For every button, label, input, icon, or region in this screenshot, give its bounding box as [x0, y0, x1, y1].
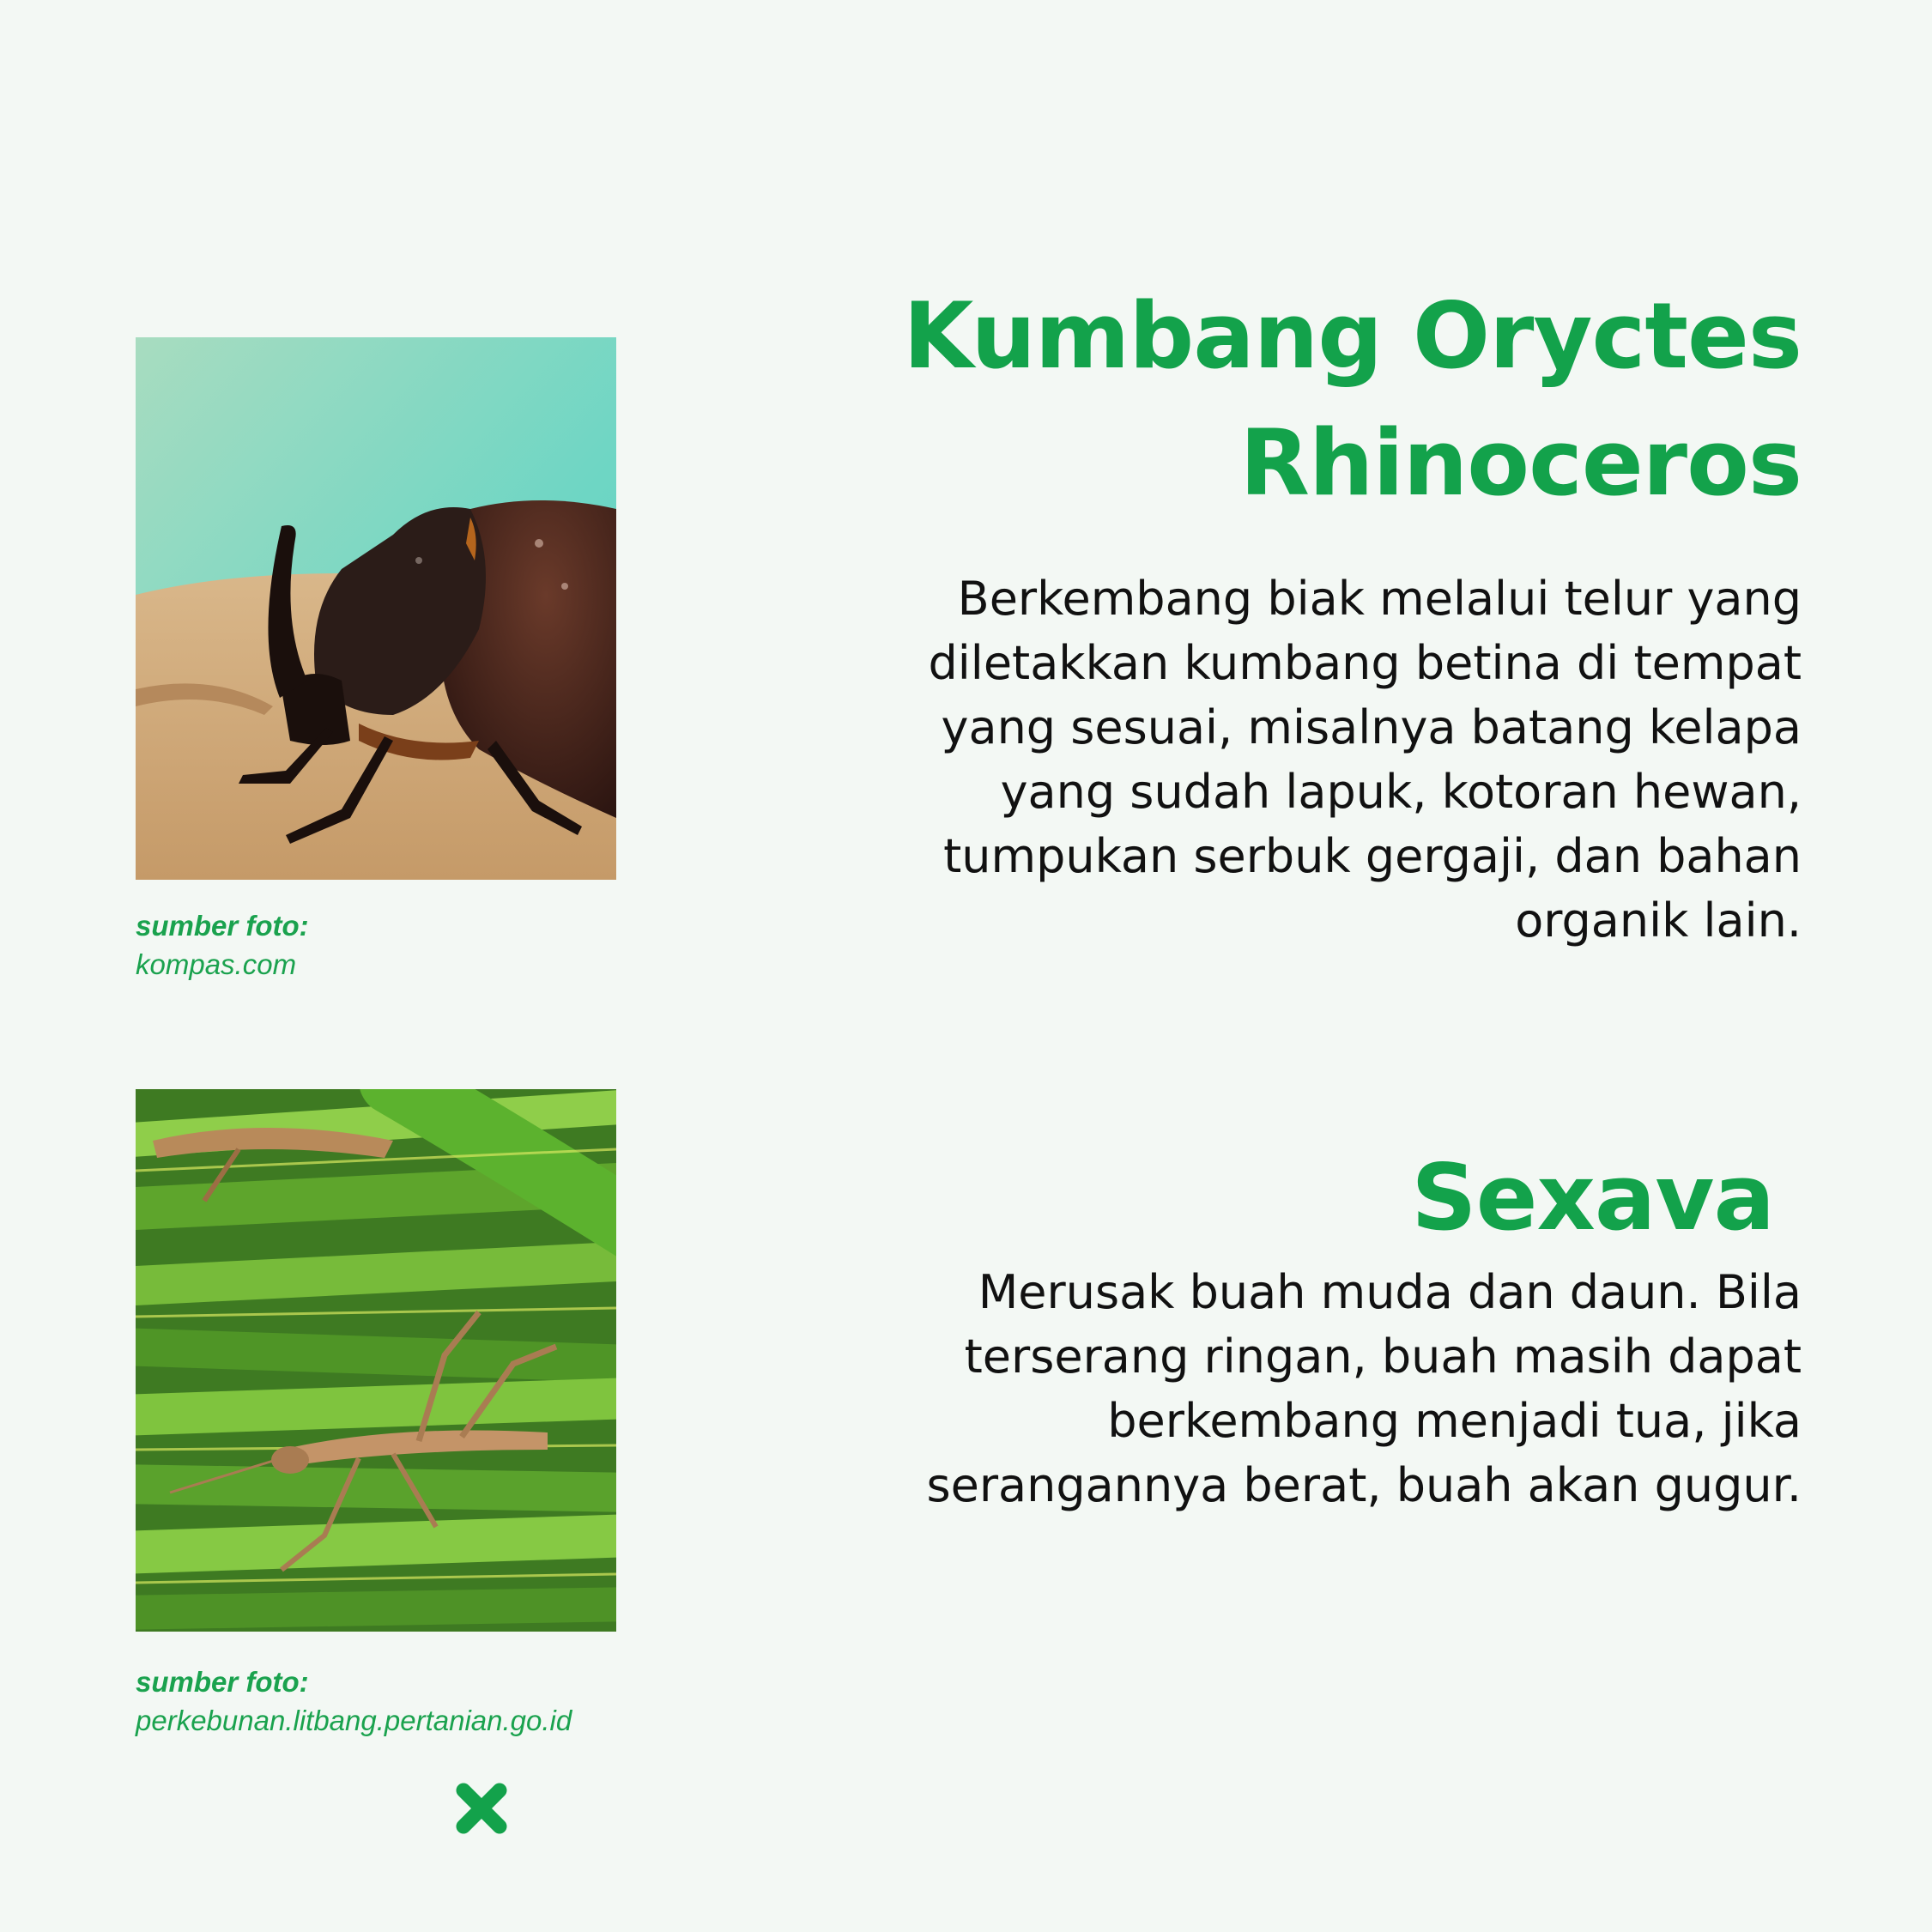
section-title	[903, 273, 1802, 527]
title-line: Sexava	[1411, 1145, 1774, 1251]
sexava-grasshopper-photo	[136, 1089, 616, 1632]
section-description: Merusak buah muda dan daun. Bila terserang ringan, buah masih dapat berkembang menjadi tua, jika serangannya berat, buah akan gugur.	[926, 1265, 1802, 1512]
credit-source: perkebunan.litbang.pertanian.go.id	[136, 1705, 572, 1736]
credit-source: kompas.com	[136, 948, 297, 980]
section-title	[1411, 1135, 1774, 1262]
photo-credit	[136, 1662, 572, 1740]
rhinoceros-beetle-photo	[136, 337, 616, 880]
credit-label: sumber foto:	[136, 910, 309, 942]
photo-credit	[136, 906, 309, 984]
close-icon	[453, 1780, 510, 1837]
title-line: Rhinoceros	[1239, 410, 1802, 516]
credit-label: sumber foto:	[136, 1666, 309, 1698]
section-description: Berkembang biak melalui telur yang diletakkan kumbang betina di tempat yang sesuai, misalnya batang kelapa yang sudah lapuk, kotoran hewan, tumpukan serbuk gergaji, dan bahan organik lain.	[928, 572, 1802, 948]
title-line: Kumbang Oryctes	[903, 283, 1802, 389]
